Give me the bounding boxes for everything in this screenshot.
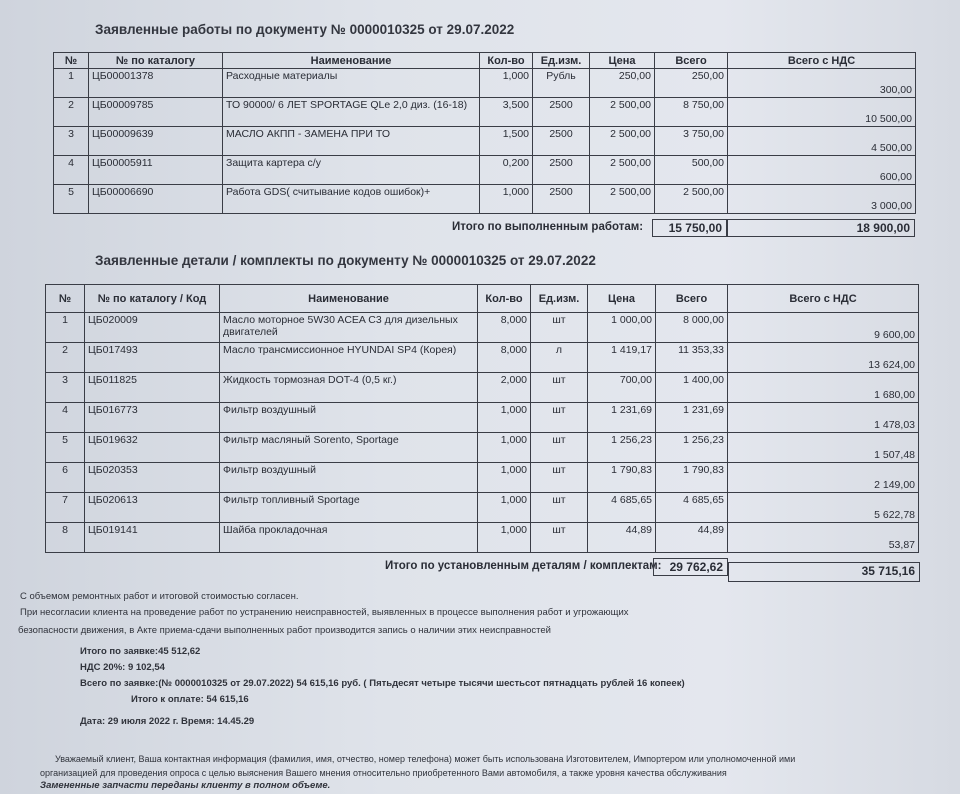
- cell-unit: 2500: [533, 185, 590, 214]
- parts-total-label: Итого по установленным деталям / комплектам:: [385, 560, 662, 572]
- cell-name: Шайба прокладочная: [220, 523, 478, 553]
- cell-total: 1 400,00: [656, 373, 728, 403]
- cell-catalog-number: ЦБ020009: [85, 313, 220, 343]
- cell-quantity: 1,000: [478, 403, 531, 433]
- cell-index: 3: [46, 373, 85, 403]
- column-header-unit: Ед.изм.: [531, 285, 588, 313]
- table-row: [54, 156, 916, 185]
- table-row: [46, 373, 919, 403]
- cell-total: 4 685,65: [656, 493, 728, 523]
- cell-index: 8: [46, 523, 85, 553]
- cell-unit: 2500: [533, 127, 590, 156]
- cell-index: 5: [54, 185, 89, 214]
- cell-unit: Рубль: [533, 69, 590, 98]
- table-row: [46, 523, 919, 553]
- document-date: Дата: 29 июля 2022 г. Время: 14.45.29: [80, 716, 255, 727]
- table-row: [54, 69, 916, 98]
- table-header-row: [46, 285, 919, 313]
- cell-total: 8 000,00: [656, 313, 728, 343]
- cell-total: 44,89: [656, 523, 728, 553]
- cell-catalog-number: ЦБ019141: [85, 523, 220, 553]
- cell-total: 1 256,23: [656, 433, 728, 463]
- cell-catalog-number: ЦБ00006690: [89, 185, 223, 214]
- cell-price: 2 500,00: [590, 185, 655, 214]
- footer-line-1: Уважаемый клиент, Ваша контактная информация (фамилия, имя, отчество, номер телефона) может быть использована Изготовителем, Импортером или уполномоченной ими: [55, 754, 796, 764]
- cell-total: 8 750,00: [655, 98, 728, 127]
- disagree-note-2: безопасности движения, в Акте приема-сдачи выполненных работ производится запись о наличии этих неисправностей: [18, 625, 551, 636]
- cell-price: 1 790,83: [588, 463, 656, 493]
- cell-total-with-vat: 600,00: [728, 156, 916, 185]
- cell-index: 7: [46, 493, 85, 523]
- column-header-unit: Ед.изм.: [533, 53, 590, 69]
- cell-total-with-vat: 300,00: [728, 69, 916, 98]
- cell-name: Фильтр топливный Sportage: [220, 493, 478, 523]
- cell-quantity: 3,500: [480, 98, 533, 127]
- cell-name: Расходные материалы: [223, 69, 480, 98]
- cell-index: 5: [46, 433, 85, 463]
- cell-price: 1 419,17: [588, 343, 656, 373]
- cell-unit: шт: [531, 493, 588, 523]
- cell-name: Масло трансмиссионное HYUNDAI SP4 (Корея): [220, 343, 478, 373]
- table-row: [46, 463, 919, 493]
- cell-catalog-number: ЦБ00009639: [89, 127, 223, 156]
- cell-catalog-number: ЦБ019632: [85, 433, 220, 463]
- cell-price: 1 000,00: [588, 313, 656, 343]
- cell-quantity: 1,000: [478, 523, 531, 553]
- cell-unit: л: [531, 343, 588, 373]
- cell-index: 3: [54, 127, 89, 156]
- cell-total-with-vat: 4 500,00: [728, 127, 916, 156]
- column-header-total: Всего: [656, 285, 728, 313]
- works-table: [53, 52, 916, 214]
- parts-table: [45, 284, 919, 553]
- cell-total-with-vat: 2 149,00: [728, 463, 919, 493]
- cell-price: 700,00: [588, 373, 656, 403]
- cell-unit: шт: [531, 463, 588, 493]
- cell-name: Работа GDS( считывание кодов ошибок)+: [223, 185, 480, 214]
- column-header-catalog-number: № по каталогу: [89, 53, 223, 69]
- cell-price: 4 685,65: [588, 493, 656, 523]
- cell-index: 6: [46, 463, 85, 493]
- cell-total-with-vat: 1 507,48: [728, 433, 919, 463]
- table-row: [46, 493, 919, 523]
- disagree-note-1: При несогласии клиента на проведение работ по устранению неисправностей, выявленных в процессе выполнения работ и угрожающих: [20, 607, 629, 618]
- table-row: [46, 343, 919, 373]
- column-header-total: Всего: [655, 53, 728, 69]
- cell-catalog-number: ЦБ00009785: [89, 98, 223, 127]
- cell-price: 2 500,00: [590, 127, 655, 156]
- cell-unit: шт: [531, 313, 588, 343]
- column-header-total-with-vat: Всего с НДС: [728, 285, 919, 313]
- column-header-quantity: Кол-во: [480, 53, 533, 69]
- cell-name: ТО 90000/ 6 ЛЕТ SPORTAGE QLe 2,0 диз. (16-18): [223, 98, 480, 127]
- cell-index: 2: [54, 98, 89, 127]
- summary-to-pay: Итого к оплате: 54 615,16: [131, 694, 249, 705]
- cell-price: 1 231,69: [588, 403, 656, 433]
- summary-grand-total: Всего по заявке:(№ 0000010325 от 29.07.2022) 54 615,16 руб. ( Пятьдесят четыре тысячи шестьсот пятнадцать рублей 16 копеек): [80, 678, 685, 689]
- works-total-label: Итого по выполненным работам:: [452, 221, 644, 233]
- cell-catalog-number: ЦБ020613: [85, 493, 220, 523]
- cell-name: Фильтр воздушный: [220, 403, 478, 433]
- column-header-index: №: [54, 53, 89, 69]
- cell-name: Защита картера с/у: [223, 156, 480, 185]
- parts-total: 29 762,62: [653, 558, 728, 576]
- table-row: [54, 127, 916, 156]
- cell-price: 2 500,00: [590, 98, 655, 127]
- cell-unit: 2500: [533, 156, 590, 185]
- column-header-name: Наименование: [223, 53, 480, 69]
- cell-name: Жидкость тормозная DOT-4 (0,5 кг.): [220, 373, 478, 403]
- cell-total: 11 353,33: [656, 343, 728, 373]
- cell-name: Фильтр масляный Sorento, Sportage: [220, 433, 478, 463]
- cell-quantity: 1,000: [478, 433, 531, 463]
- cell-unit: шт: [531, 403, 588, 433]
- footer-line-3: Замененные запчасти переданы клиенту в полном объеме.: [40, 780, 331, 791]
- cell-quantity: 8,000: [478, 313, 531, 343]
- cell-catalog-number: ЦБ00001378: [89, 69, 223, 98]
- cell-total-with-vat: 13 624,00: [728, 343, 919, 373]
- cell-total: 250,00: [655, 69, 728, 98]
- table-row: [46, 313, 919, 343]
- footer-line-2: организацией для проведения опроса с целью выяснения Вашего мнения относительно приобретенного Вами автомобиля, а также уровня качества обслуживания: [40, 768, 727, 778]
- works-total: 15 750,00: [652, 219, 727, 237]
- table-header-row: [54, 53, 916, 69]
- cell-index: 4: [46, 403, 85, 433]
- summary-vat: НДС 20%: 9 102,54: [80, 662, 165, 673]
- cell-total-with-vat: 10 500,00: [728, 98, 916, 127]
- column-header-catalog-number: № по каталогу / Код: [85, 285, 220, 313]
- cell-total: 1 231,69: [656, 403, 728, 433]
- table-row: [54, 185, 916, 214]
- cell-total-with-vat: 1 680,00: [728, 373, 919, 403]
- agree-note: С объемом ремонтных работ и итоговой стоимостью согласен.: [20, 591, 299, 602]
- cell-unit: 2500: [533, 98, 590, 127]
- column-header-name: Наименование: [220, 285, 478, 313]
- cell-total-with-vat: 1 478,03: [728, 403, 919, 433]
- column-header-total-with-vat: Всего с НДС: [728, 53, 916, 69]
- column-header-index: №: [46, 285, 85, 313]
- cell-total: 3 750,00: [655, 127, 728, 156]
- column-header-price: Цена: [588, 285, 656, 313]
- cell-catalog-number: ЦБ020353: [85, 463, 220, 493]
- column-header-quantity: Кол-во: [478, 285, 531, 313]
- cell-catalog-number: ЦБ016773: [85, 403, 220, 433]
- cell-index: 1: [46, 313, 85, 343]
- cell-total-with-vat: 9 600,00: [728, 313, 919, 343]
- table-row: [46, 433, 919, 463]
- cell-total-with-vat: 5 622,78: [728, 493, 919, 523]
- cell-catalog-number: ЦБ017493: [85, 343, 220, 373]
- table-row: [46, 403, 919, 433]
- cell-total: 1 790,83: [656, 463, 728, 493]
- parts-title: Заявленные детали / комплекты по документу № 0000010325 от 29.07.2022: [95, 253, 596, 268]
- cell-quantity: 2,000: [478, 373, 531, 403]
- cell-price: 1 256,23: [588, 433, 656, 463]
- cell-price: 44,89: [588, 523, 656, 553]
- cell-quantity: 1,000: [478, 463, 531, 493]
- cell-unit: шт: [531, 433, 588, 463]
- cell-name: Масло моторное 5W30 ACEA C3 для дизельных двигателей: [220, 313, 478, 343]
- cell-catalog-number: ЦБ00005911: [89, 156, 223, 185]
- cell-unit: шт: [531, 373, 588, 403]
- cell-price: 250,00: [590, 69, 655, 98]
- cell-quantity: 0,200: [480, 156, 533, 185]
- cell-catalog-number: ЦБ011825: [85, 373, 220, 403]
- cell-quantity: 8,000: [478, 343, 531, 373]
- parts-total-vat: 35 715,16: [728, 562, 920, 582]
- table-row: [54, 98, 916, 127]
- cell-quantity: 1,000: [478, 493, 531, 523]
- cell-quantity: 1,000: [480, 69, 533, 98]
- cell-index: 4: [54, 156, 89, 185]
- cell-quantity: 1,500: [480, 127, 533, 156]
- cell-total-with-vat: 3 000,00: [728, 185, 916, 214]
- cell-total-with-vat: 53,87: [728, 523, 919, 553]
- cell-unit: шт: [531, 523, 588, 553]
- cell-name: Фильтр воздушный: [220, 463, 478, 493]
- summary-subtotal: Итого по заявке:45 512,62: [80, 646, 201, 657]
- cell-index: 1: [54, 69, 89, 98]
- cell-price: 2 500,00: [590, 156, 655, 185]
- cell-name: МАСЛО АКПП - ЗАМЕНА ПРИ ТО: [223, 127, 480, 156]
- column-header-price: Цена: [590, 53, 655, 69]
- cell-total: 2 500,00: [655, 185, 728, 214]
- works-total-vat: 18 900,00: [727, 219, 915, 237]
- cell-total: 500,00: [655, 156, 728, 185]
- works-title: Заявленные работы по документу № 0000010325 от 29.07.2022: [95, 22, 515, 37]
- cell-index: 2: [46, 343, 85, 373]
- cell-quantity: 1,000: [480, 185, 533, 214]
